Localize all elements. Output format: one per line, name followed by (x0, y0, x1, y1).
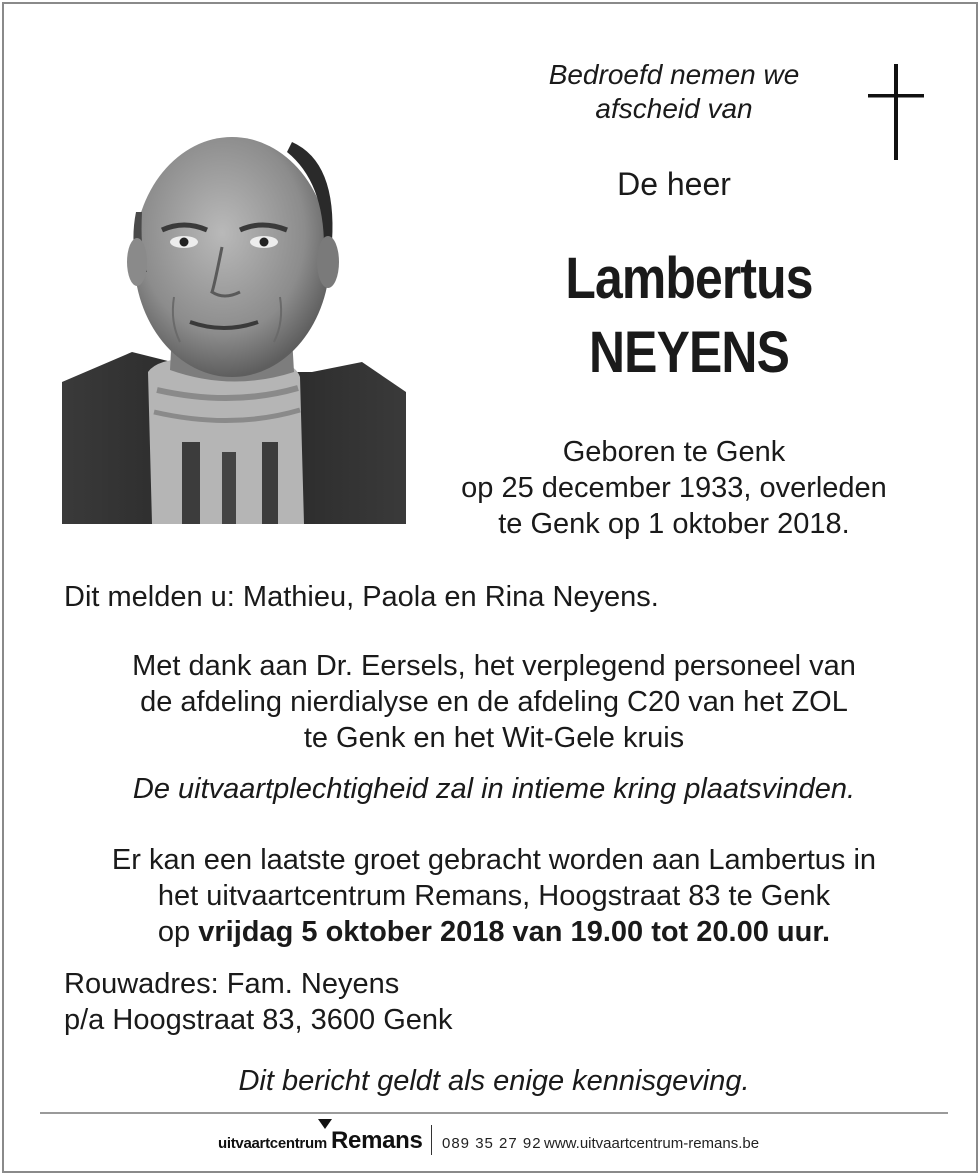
announcement: Dit melden u: Mathieu, Paola en Rina Neyens. (64, 581, 659, 613)
obituary-card (2, 2, 978, 1173)
visit-line-3 (44, 914, 944, 950)
portrait-photo-icon (62, 122, 406, 524)
birth-line-1: Geboren te Genk (562, 436, 786, 468)
footer-divider (40, 1112, 948, 1114)
ceremony-text: De uitvaartplechtigheid zal in intieme kring plaatsvinden. (132, 773, 856, 805)
salutation: De heer (617, 166, 731, 202)
birth-line-3: te Genk op 1 oktober 2018. (498, 508, 850, 540)
visit-line-2: het uitvaartcentrum Remans, Hoogstraat 83 te Genk (157, 880, 831, 912)
company-name: Remans (331, 1127, 423, 1154)
thanks-line-1: Met dank aan Dr. Eersels, het verplegend personeel van (132, 650, 856, 682)
address-line-2: p/a Hoogstraat 83, 3600 Genk (64, 1004, 453, 1036)
company-prefix: uitvaartcentrum (218, 1135, 327, 1152)
portrait-photo (62, 122, 406, 524)
latin-cross-icon (866, 64, 928, 164)
intro-line-1: Bedroefd nemen we (548, 59, 800, 90)
visit-line-1: Er kan een laatste groet gebracht worden aan Lambertus in (111, 844, 877, 876)
visit-line-3-prefix: op (157, 916, 199, 948)
address-line-1: Rouwadres: Fam. Neyens (64, 968, 400, 1000)
birth-death-info (424, 434, 924, 542)
visitation-info (44, 842, 944, 950)
birth-line-2: op 25 december 1933, overleden (461, 472, 887, 504)
last-name: NEYENS (589, 320, 789, 385)
thanks-line-2: de afdeling nierdialyse en de afdeling C20 van het ZOL (140, 686, 848, 718)
notice-text: Dit bericht geldt als enige kennisgeving. (238, 1065, 750, 1097)
first-name: Lambertus (565, 246, 813, 311)
thanks-text (64, 648, 924, 756)
footer-separator (431, 1125, 432, 1155)
footer (4, 1117, 980, 1161)
intro-line-2: afscheid van (595, 93, 753, 124)
intro-text (474, 58, 874, 126)
company-website: www.uitvaartcentrum-remans.be (544, 1135, 760, 1152)
logo-triangle-icon (318, 1119, 332, 1129)
company-phone: 089 35 27 92 (442, 1135, 542, 1152)
mourning-address (64, 966, 664, 1038)
thanks-line-3: te Genk en het Wit-Gele kruis (303, 722, 685, 754)
visit-date-time: vrijdag 5 oktober 2018 van 19.00 tot 20.00 uur. (198, 916, 831, 948)
deceased-name (496, 242, 883, 390)
